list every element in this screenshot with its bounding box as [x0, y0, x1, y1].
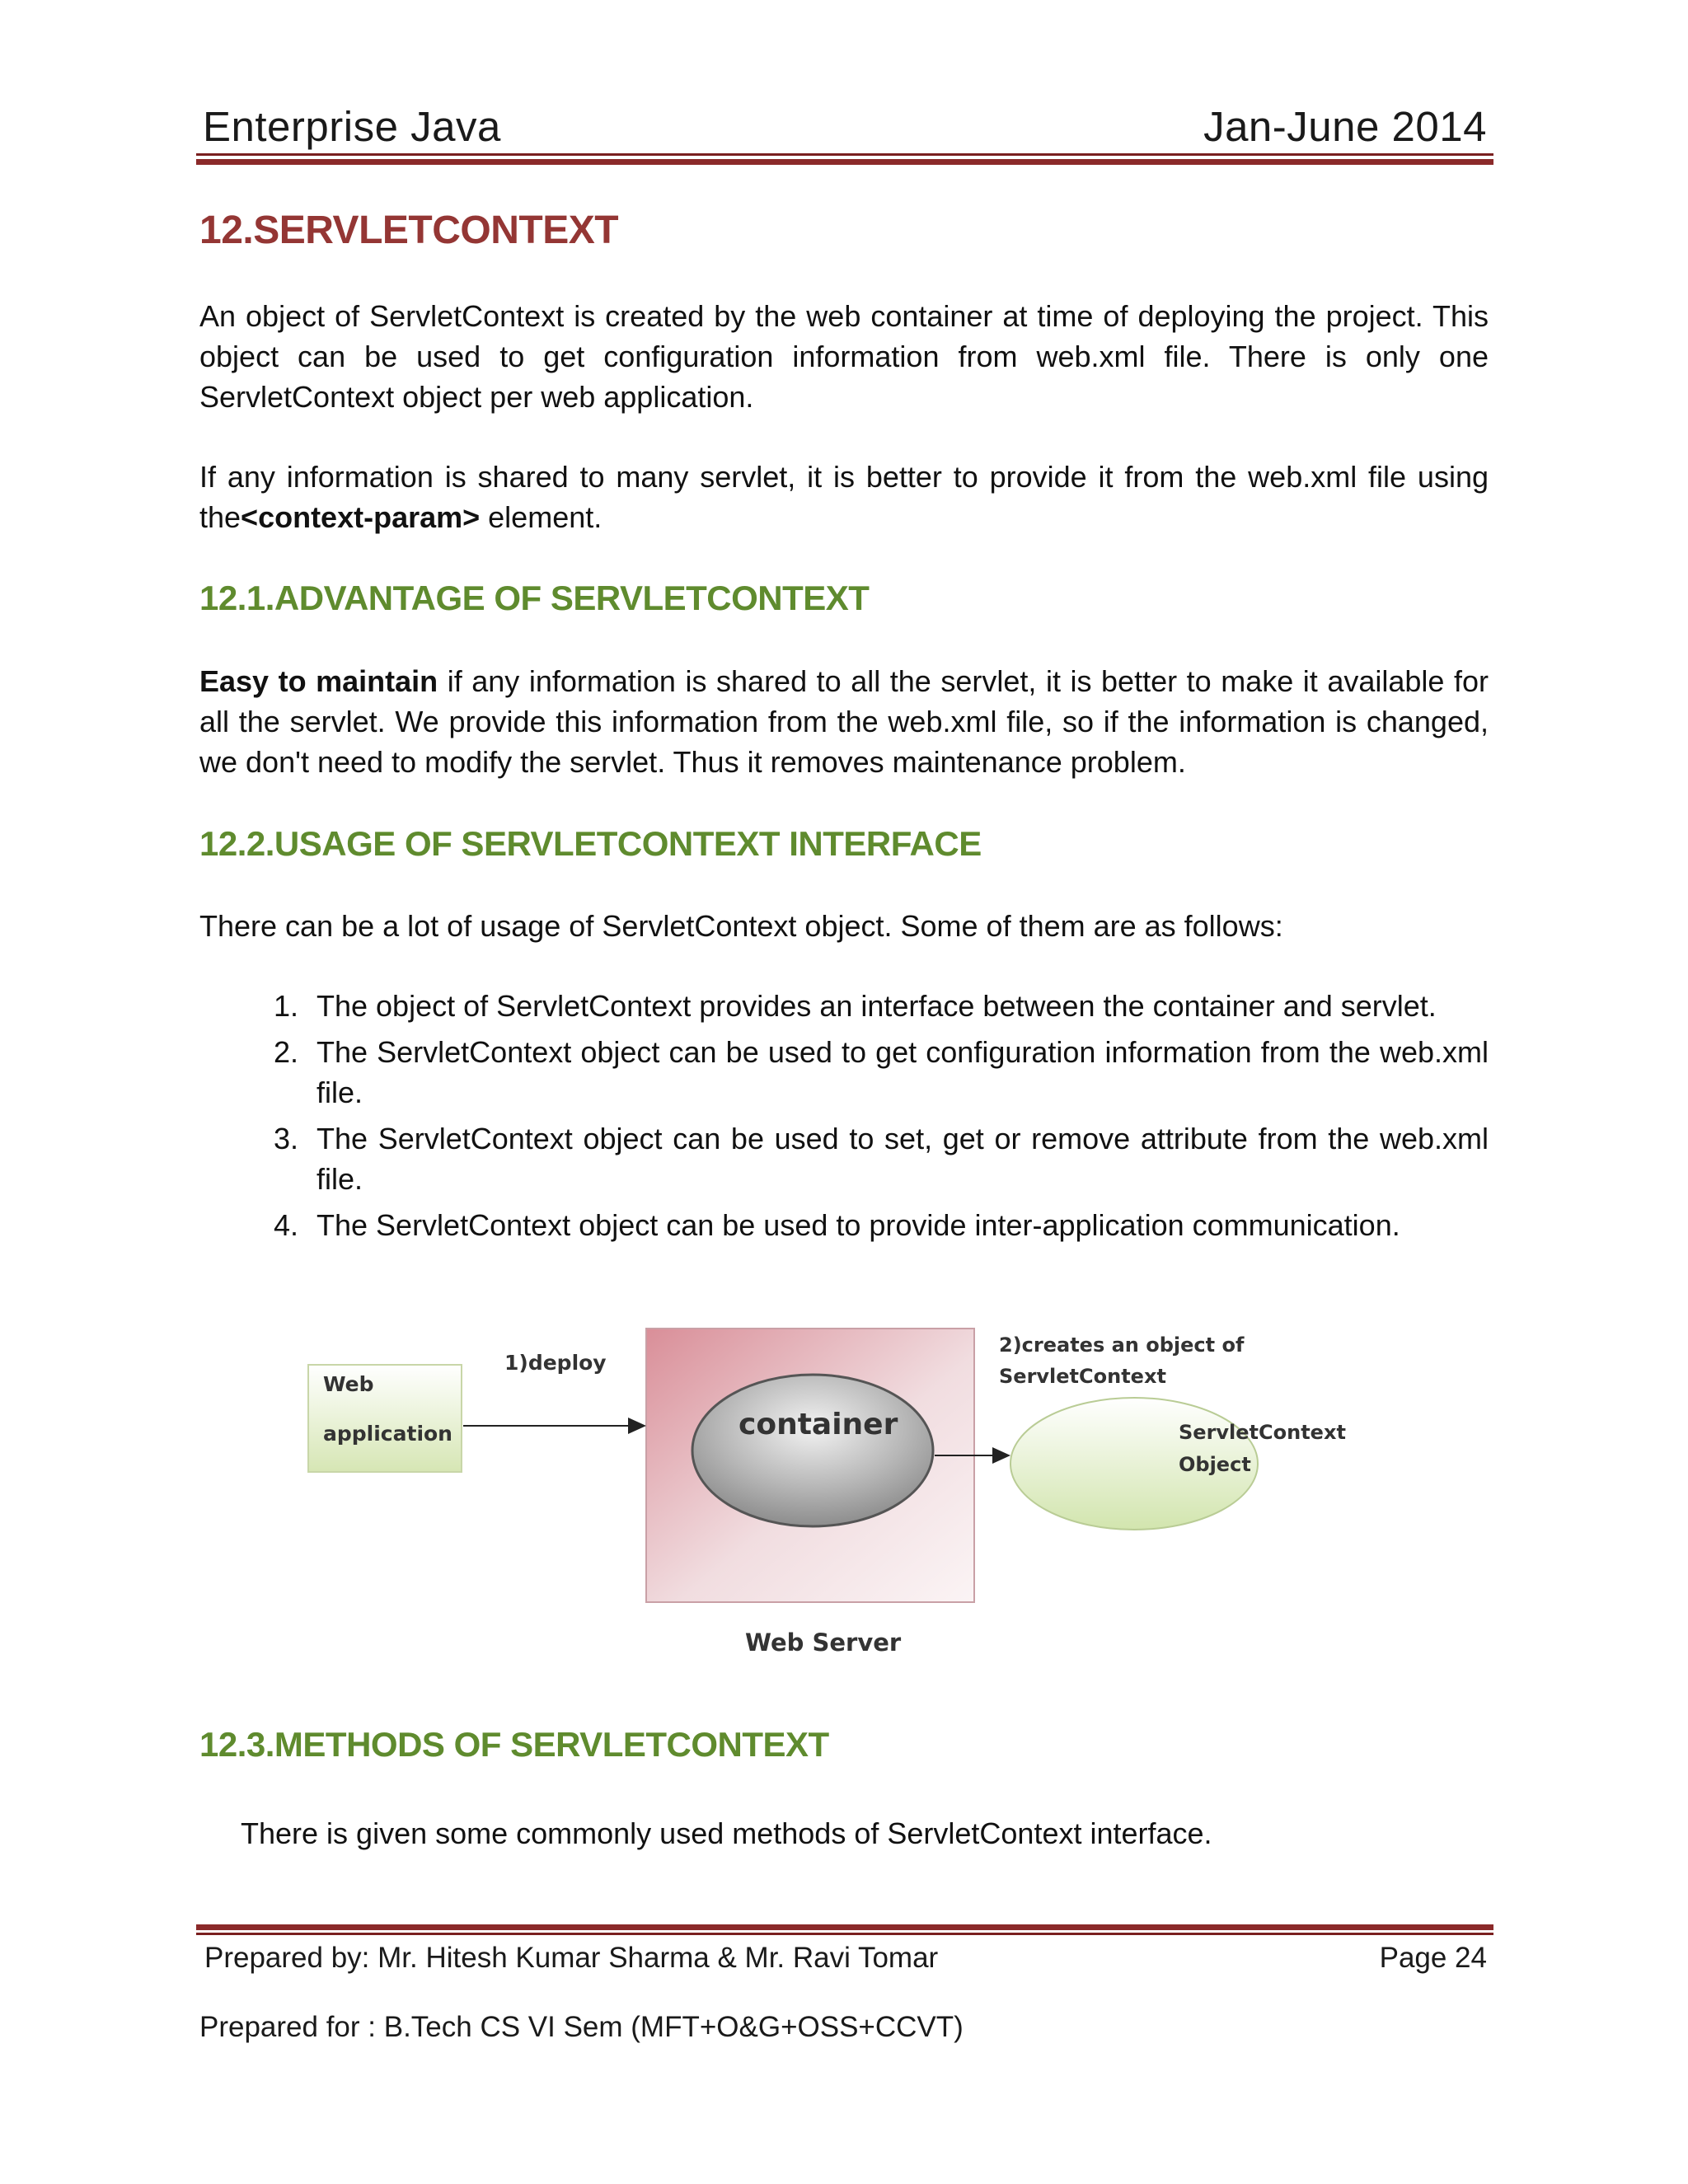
header-rule-thick — [196, 159, 1493, 165]
list-item-number: 2. — [273, 1035, 298, 1069]
advantage-bold-lead: Easy to maintain — [199, 664, 438, 698]
list-item-text: The ServletContext object can be used to set, get or remove attribute from the web.xml file. — [316, 1122, 1489, 1196]
para2-text: If any information is shared to many servlet, it is better to provide it from the web.xml file using the — [199, 460, 1489, 534]
footer-page-number: Page 24 — [1379, 1942, 1487, 1974]
usage-title: 12.2.USAGE OF SERVLETCONTEXT INTERFACE — [199, 824, 982, 863]
servlet-context-label-line2: Object — [1179, 1453, 1251, 1476]
footer-prepared-for: Prepared for : B.Tech CS VI Sem (MFT+O&G+OSS+CCVT) — [199, 2011, 964, 2043]
section-para-2 — [199, 457, 1489, 537]
list-item — [199, 1032, 1489, 1113]
header-left-title: Enterprise Java — [203, 103, 501, 150]
container-label: container — [738, 1408, 898, 1441]
header-rule-thin — [196, 153, 1493, 156]
usage-intro: There can be a lot of usage of ServletContext object. Some of them are as follows: — [199, 909, 1283, 943]
usage-list — [199, 986, 1489, 1245]
creates-label-line2: ServletContext — [999, 1365, 1166, 1388]
creates-label-line1: 2)creates an object of — [999, 1333, 1245, 1357]
header-right-date: Jan-June 2014 — [1203, 103, 1487, 150]
context-param-code: <context-param> — [241, 500, 481, 534]
advantage-text: if any information is shared to all the servlet, it is better to make it available for all the servlet. We provide this information from the web.xml file, so if the information is changed, we don't need to modify the servlet. Thus it removes maintenance problem. — [199, 664, 1489, 779]
list-item-number: 3. — [273, 1122, 298, 1155]
diagram-canvas — [280, 1310, 1418, 1673]
methods-title: 12.3.METHODS OF SERVLETCONTEXT — [199, 1725, 829, 1764]
advantage-para — [199, 661, 1489, 782]
footer-rule-thick — [196, 1924, 1493, 1930]
container-ellipse — [692, 1375, 933, 1526]
advantage-title: 12.1.ADVANTAGE OF SERVLETCONTEXT — [199, 579, 870, 617]
web-server-label: Web Server — [745, 1629, 902, 1657]
footer-prepared-by: Prepared by: Mr. Hitesh Kumar Sharma & Mr. Ravi Tomar — [204, 1942, 939, 1974]
para2-tail: element. — [480, 500, 603, 534]
web-app-label-line2: application — [323, 1422, 452, 1446]
list-item — [199, 1205, 1489, 1245]
footer-rule-thin — [196, 1933, 1493, 1935]
servlet-context-diagram — [280, 1310, 1418, 1673]
section-para-1: An object of ServletContext is created by the web container at time of deploying the project. This object can be used to get configuration information from web.xml file. There is only one ServletContext object per web application. — [199, 299, 1489, 414]
list-item — [199, 1118, 1489, 1199]
list-item-number: 4. — [273, 1208, 298, 1242]
list-item-number: 1. — [273, 989, 298, 1023]
list-item-text: The ServletContext object can be used to provide inter-application communication. — [316, 1208, 1400, 1242]
methods-intro: There is given some commonly used methods of ServletContext interface. — [241, 1816, 1212, 1850]
servlet-context-label-line1: ServletContext — [1179, 1421, 1346, 1444]
list-item-text: The ServletContext object can be used to get configuration information from the web.xml file. — [316, 1035, 1489, 1109]
section-title: 12.SERVLETCONTEXT — [199, 209, 619, 252]
list-item — [199, 986, 1489, 1026]
list-item-text: The object of ServletContext provides an interface between the container and servlet. — [316, 989, 1437, 1023]
deploy-label: 1)deploy — [504, 1351, 607, 1375]
web-app-label-line1: Web — [323, 1372, 374, 1396]
